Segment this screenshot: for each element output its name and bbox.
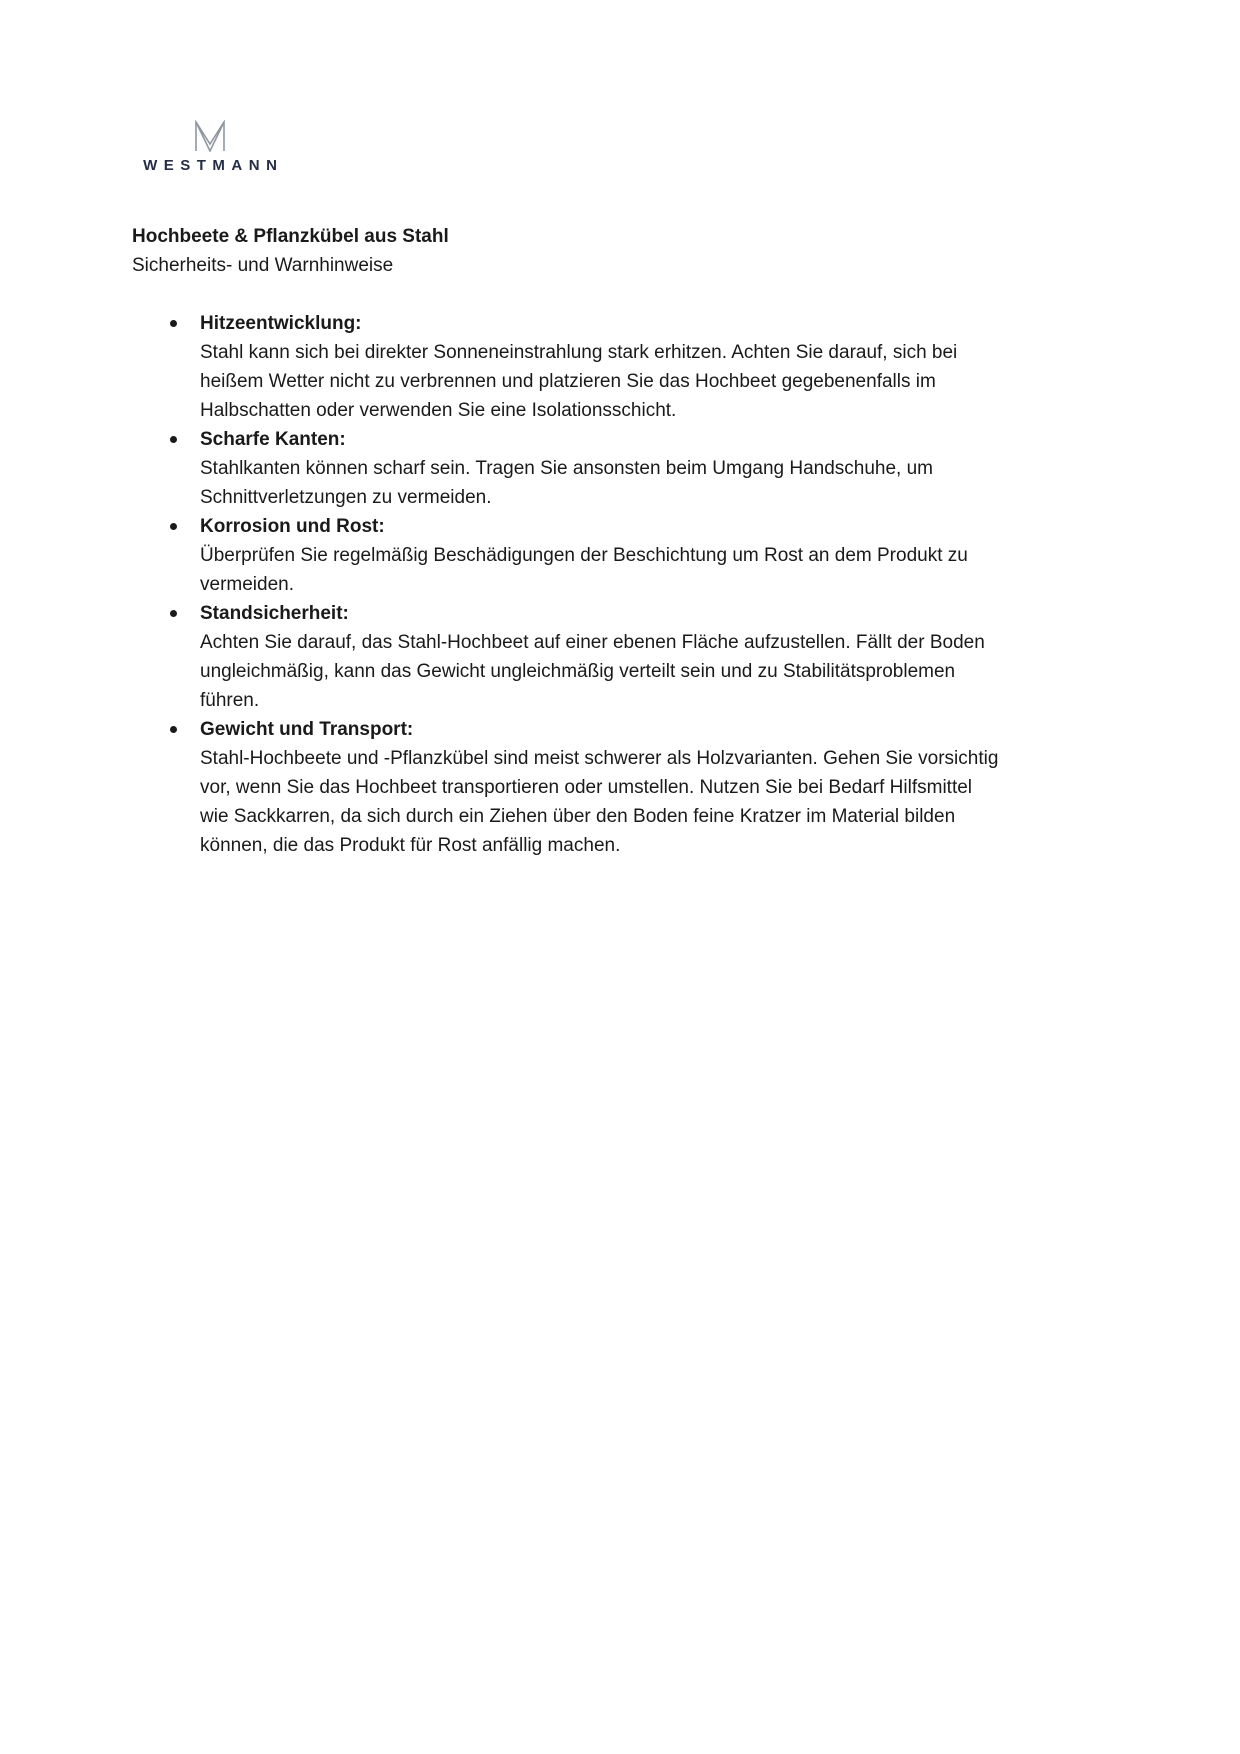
westmann-logo (135, 120, 285, 175)
westmann-wordmark: WESTMANN (143, 157, 284, 174)
list-item-heading: Standsicherheit: (200, 603, 349, 624)
westmann-monogram-icon (193, 120, 227, 152)
list-item-corrosion (132, 512, 1000, 599)
list-item-sharp-edges (132, 425, 1000, 512)
page-title: Hochbeete & Pflanzkübel aus Stahl (132, 226, 449, 247)
list-item-body: Achten Sie darauf, das Stahl-Hochbeet auf einer ebenen Fläche aufzustellen. Fällt der Boden ungleichmäßig, kann das Gewicht ungleichmäßig verteilt sein und zu Stabilitätsproblemen führen. (200, 632, 985, 711)
list-item-body: Stahl-Hochbeete und -Pflanzkübel sind meist schwerer als Holzvarianten. Gehen Sie vorsichtig vor, wenn Sie das Hochbeet transportieren oder umstellen. Nutzen Sie bei Bedarf Hilfsmittel wie Sackkarren, da sich durch ein Ziehen über den Boden feine Kratzer im Material bilden können, die das Produkt für Rost anfällig machen. (200, 748, 999, 856)
safety-warning-list (132, 309, 1000, 860)
list-item-stability (132, 599, 1000, 715)
page-subtitle: Sicherheits- und Warnhinweise (132, 255, 394, 276)
list-item-body: Überprüfen Sie regelmäßig Beschädigungen der Beschichtung um Rost an dem Produkt zu vermeiden. (200, 545, 968, 595)
list-item-heading: Scharfe Kanten: (200, 429, 346, 450)
list-item-heat (132, 309, 1000, 425)
list-item-heading: Gewicht und Transport: (200, 719, 414, 740)
list-item-heading: Korrosion und Rost: (200, 516, 385, 537)
list-item-heading: Hitzeentwicklung: (200, 313, 362, 334)
list-item-body: Stahl kann sich bei direkter Sonneneinstrahlung stark erhitzen. Achten Sie darauf, sich bei heißem Wetter nicht zu verbrennen und platzieren Sie das Hochbeet gegebenenfalls im Halbschatten oder verwenden Sie eine Isolationsschicht. (200, 342, 958, 421)
document-body (132, 222, 1000, 860)
list-item-weight-transport (132, 715, 1000, 860)
list-item-body: Stahlkanten können scharf sein. Tragen Sie ansonsten beim Umgang Handschuhe, um Schnittverletzungen zu vermeiden. (200, 458, 934, 508)
